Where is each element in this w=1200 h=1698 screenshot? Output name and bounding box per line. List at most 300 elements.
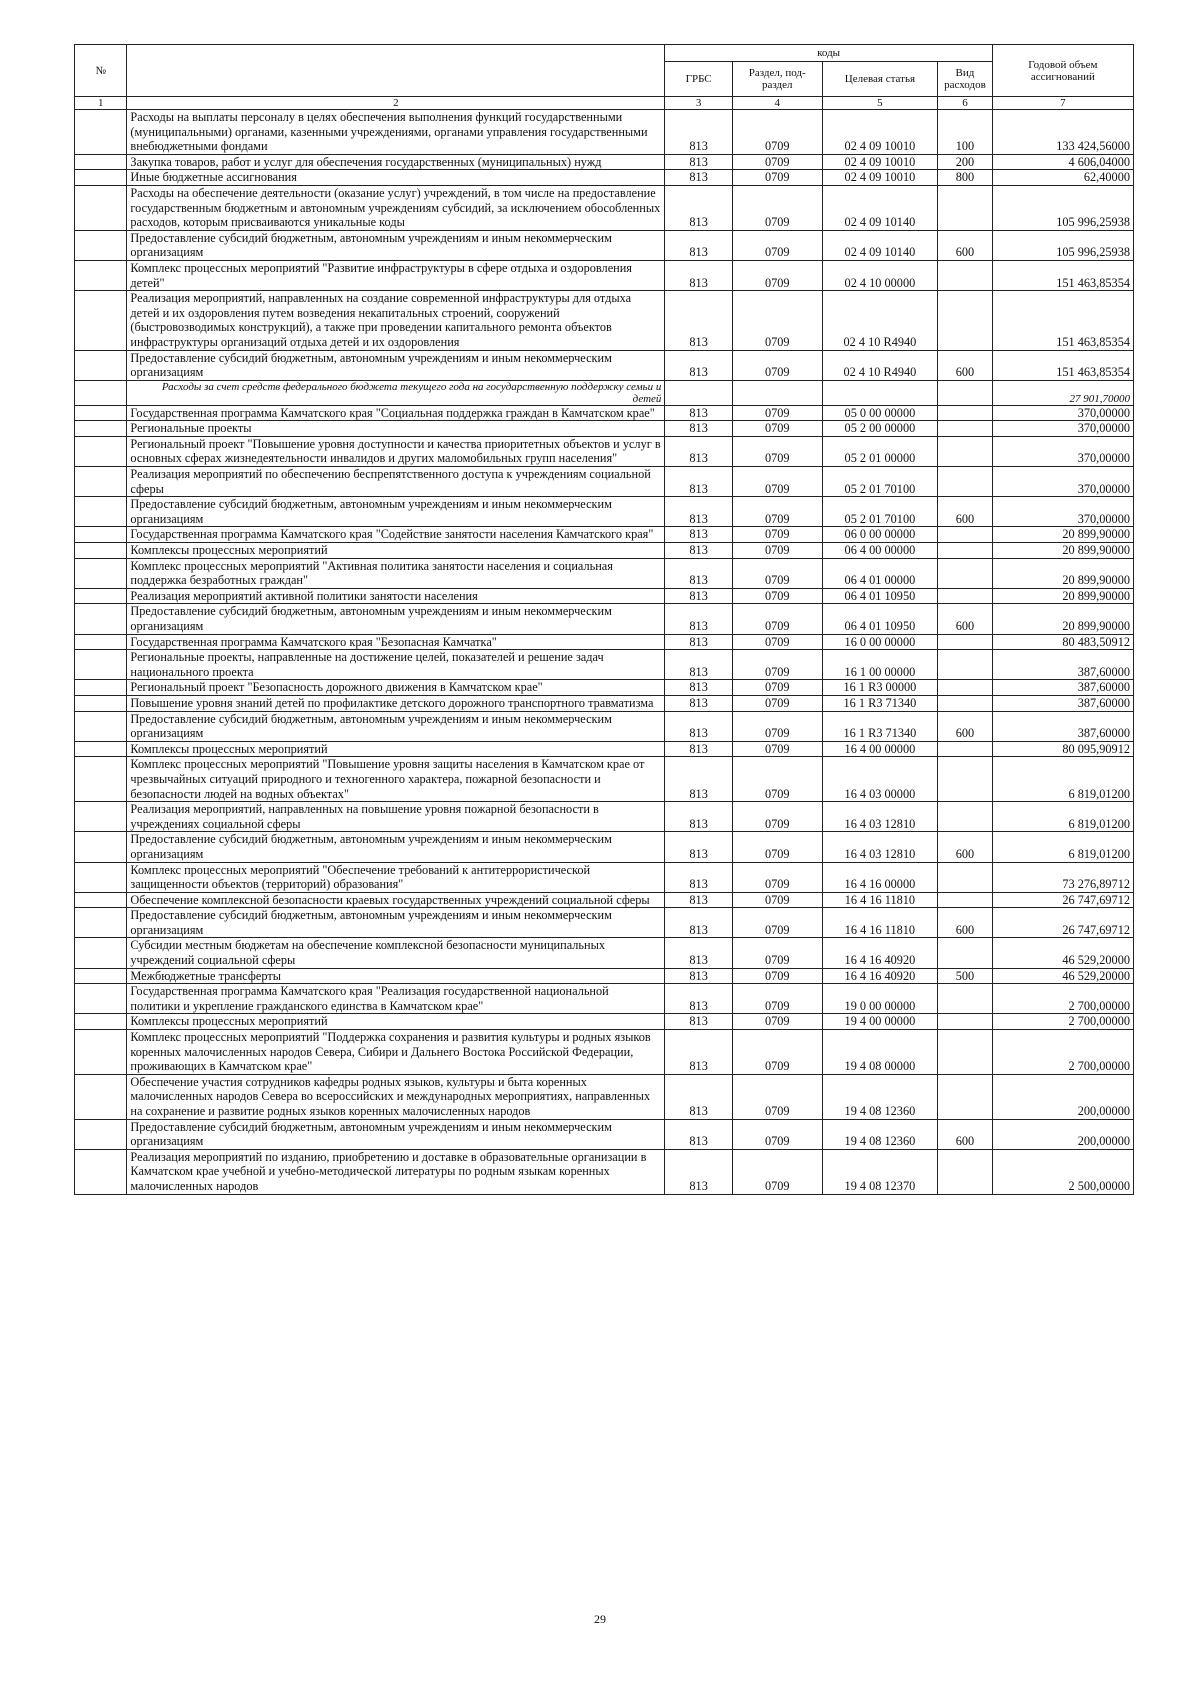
cell-sum: 46 529,20000	[992, 968, 1133, 984]
cell-vr: 600	[938, 230, 993, 260]
cell-sum: 387,60000	[992, 711, 1133, 741]
cell-no	[75, 832, 127, 862]
cell-sum: 387,60000	[992, 695, 1133, 711]
cell-sum: 80 095,90912	[992, 741, 1133, 757]
cell-grbs: 813	[665, 757, 732, 802]
cell-grbs: 813	[665, 185, 732, 230]
cell-sum: 370,00000	[992, 497, 1133, 527]
cell-name: Расходы на выплаты персоналу в целях обеспечения выполнения функций государственными (муниципальными) органами, казенными учреждениями, органами управления государственными внебюджетными фондами	[127, 110, 665, 155]
col-header-razdel: Раздел, под-раздел	[732, 62, 822, 97]
cell-grbs: 813	[665, 497, 732, 527]
cell-cs: 19 4 08 12360	[822, 1074, 938, 1119]
cell-rz: 0709	[732, 421, 822, 437]
cell-sum: 73 276,89712	[992, 862, 1133, 892]
cell-vr	[938, 634, 993, 650]
cell-name: Обеспечение участия сотрудников кафедры родных языков, культуры и быта коренных малочисленных народов Севера во всероссийских и международных мероприятиях, направленных на сохранение и развитие родных языков коренных малочисленных народов	[127, 1074, 665, 1119]
cell-grbs	[665, 380, 732, 405]
table-row	[75, 695, 1134, 711]
cell-grbs: 813	[665, 908, 732, 938]
cell-grbs: 813	[665, 436, 732, 466]
cell-cs: 05 2 01 70100	[822, 497, 938, 527]
table-row	[75, 260, 1134, 290]
cell-rz: 0709	[732, 350, 822, 380]
cell-grbs: 813	[665, 968, 732, 984]
cell-vr: 600	[938, 350, 993, 380]
cell-grbs: 813	[665, 350, 732, 380]
cell-rz: 0709	[732, 436, 822, 466]
cell-cs: 16 4 03 00000	[822, 757, 938, 802]
cell-cs: 06 4 01 10950	[822, 604, 938, 634]
cell-grbs: 813	[665, 527, 732, 543]
cell-rz: 0709	[732, 260, 822, 290]
cell-sum: 370,00000	[992, 436, 1133, 466]
cell-grbs: 813	[665, 1014, 732, 1030]
col-header-vr: Вид расходов	[938, 62, 993, 97]
cell-rz: 0709	[732, 405, 822, 421]
cell-sum: 2 700,00000	[992, 1014, 1133, 1030]
cell-name: Реализация мероприятий, направленных на создание современной инфраструктуры для отдыха детей и их оздоровления путем возведения некапитальных строений, сооружений (быстровозводимых конструкций), а также при проведении капитального ремонта объектов инфраструктуры организаций отдыха детей и их оздоровления	[127, 291, 665, 350]
cell-cs: 19 4 00 00000	[822, 1014, 938, 1030]
cell-no	[75, 1119, 127, 1149]
cell-cs: 16 4 16 11810	[822, 892, 938, 908]
cell-vr: 600	[938, 711, 993, 741]
cell-vr	[938, 380, 993, 405]
cell-name: Комплекс процессных мероприятий "Развитие инфраструктуры в сфере отдыха и оздоровления детей"	[127, 260, 665, 290]
cell-cs: 16 4 16 00000	[822, 862, 938, 892]
cell-sum: 20 899,90000	[992, 558, 1133, 588]
cell-grbs: 813	[665, 604, 732, 634]
cell-cs: 16 4 03 12810	[822, 832, 938, 862]
cell-name: Обеспечение комплексной безопасности краевых государственных учреждений социальной сферы	[127, 892, 665, 908]
table-row	[75, 984, 1134, 1014]
table-row	[75, 634, 1134, 650]
col-header-no: №	[75, 45, 127, 97]
cell-sum: 133 424,56000	[992, 110, 1133, 155]
cell-rz: 0709	[732, 543, 822, 559]
cell-rz: 0709	[732, 1074, 822, 1119]
cell-name: Предоставление субсидий бюджетным, автономным учреждениям и иным некоммерческим организациям	[127, 230, 665, 260]
cell-name: Комплекс процессных мероприятий "Повышение уровня защиты населения в Камчатском крае от чрезвычайных ситуаций природного и техногенного характера, пожарной безопасности и безопасности людей на водных объектах"	[127, 757, 665, 802]
cell-vr: 600	[938, 604, 993, 634]
cell-cs: 02 4 09 10140	[822, 185, 938, 230]
cell-no	[75, 110, 127, 155]
cell-sum: 2 500,00000	[992, 1149, 1133, 1194]
cell-grbs: 813	[665, 170, 732, 186]
cell-rz: 0709	[732, 467, 822, 497]
cell-vr: 600	[938, 908, 993, 938]
cell-sum: 151 463,85354	[992, 350, 1133, 380]
budget-sheet	[74, 44, 1134, 1195]
table-row	[75, 436, 1134, 466]
cell-cs: 16 1 R3 71340	[822, 695, 938, 711]
cell-name: Комплекс процессных мероприятий "Обеспечение требований к антитеррористической защищенности объектов (территорий) образования"	[127, 862, 665, 892]
cell-sum: 20 899,90000	[992, 543, 1133, 559]
cell-rz: 0709	[732, 968, 822, 984]
cell-vr	[938, 680, 993, 696]
cell-vr	[938, 260, 993, 290]
table-row	[75, 757, 1134, 802]
cell-no	[75, 154, 127, 170]
cell-name: Предоставление субсидий бюджетным, автономным учреждениям и иным некоммерческим организациям	[127, 497, 665, 527]
cell-grbs: 813	[665, 832, 732, 862]
cell-cs: 16 4 16 40920	[822, 938, 938, 968]
cell-grbs: 813	[665, 695, 732, 711]
cell-sum: 2 700,00000	[992, 984, 1133, 1014]
cell-cs: 19 4 08 12360	[822, 1119, 938, 1149]
cell-sum: 26 747,69712	[992, 892, 1133, 908]
cell-no	[75, 527, 127, 543]
table-row	[75, 291, 1134, 350]
cell-no	[75, 711, 127, 741]
cell-cs: 05 0 00 00000	[822, 405, 938, 421]
cell-no	[75, 185, 127, 230]
cell-sum: 80 483,50912	[992, 634, 1133, 650]
cell-grbs: 813	[665, 741, 732, 757]
table-row	[75, 170, 1134, 186]
cell-rz: 0709	[732, 862, 822, 892]
table-row	[75, 421, 1134, 437]
cell-grbs: 813	[665, 260, 732, 290]
col-header-cs: Целевая статья	[822, 62, 938, 97]
cell-no	[75, 421, 127, 437]
cell-grbs: 813	[665, 405, 732, 421]
cell-sum: 6 819,01200	[992, 757, 1133, 802]
cell-rz: 0709	[732, 984, 822, 1014]
cell-no	[75, 938, 127, 968]
cell-vr	[938, 984, 993, 1014]
cell-no	[75, 380, 127, 405]
table-row	[75, 802, 1134, 832]
cell-vr: 500	[938, 968, 993, 984]
cell-grbs: 813	[665, 291, 732, 350]
cell-name: Предоставление субсидий бюджетным, автономным учреждениям и иным некоммерческим организациям	[127, 832, 665, 862]
cell-vr	[938, 802, 993, 832]
cell-sum: 151 463,85354	[992, 291, 1133, 350]
cell-name: Государственная программа Камчатского края "Социальная поддержка граждан в Камчатском крае"	[127, 405, 665, 421]
table-row	[75, 467, 1134, 497]
col-index: 3	[665, 97, 732, 110]
cell-sum: 20 899,90000	[992, 527, 1133, 543]
cell-sum: 151 463,85354	[992, 260, 1133, 290]
cell-no	[75, 802, 127, 832]
cell-grbs: 813	[665, 110, 732, 155]
cell-cs: 02 4 09 10010	[822, 154, 938, 170]
cell-vr: 100	[938, 110, 993, 155]
cell-rz: 0709	[732, 892, 822, 908]
cell-no	[75, 558, 127, 588]
cell-rz: 0709	[732, 185, 822, 230]
cell-rz: 0709	[732, 588, 822, 604]
cell-grbs: 813	[665, 1119, 732, 1149]
table-row	[75, 588, 1134, 604]
cell-name: Предоставление субсидий бюджетным, автономным учреждениям и иным некоммерческим организациям	[127, 604, 665, 634]
cell-vr: 600	[938, 1119, 993, 1149]
table-row	[75, 527, 1134, 543]
col-header-name	[127, 45, 665, 97]
cell-cs: 06 0 00 00000	[822, 527, 938, 543]
cell-grbs: 813	[665, 892, 732, 908]
cell-sum: 2 700,00000	[992, 1030, 1133, 1075]
cell-no	[75, 634, 127, 650]
cell-no	[75, 650, 127, 680]
table-row	[75, 908, 1134, 938]
cell-rz: 0709	[732, 170, 822, 186]
cell-cs: 19 0 00 00000	[822, 984, 938, 1014]
cell-rz: 0709	[732, 497, 822, 527]
table-row	[75, 711, 1134, 741]
cell-grbs: 813	[665, 680, 732, 696]
cell-rz	[732, 380, 822, 405]
cell-grbs: 813	[665, 467, 732, 497]
cell-no	[75, 588, 127, 604]
table-row	[75, 1030, 1134, 1075]
cell-no	[75, 892, 127, 908]
cell-grbs: 813	[665, 802, 732, 832]
cell-vr	[938, 892, 993, 908]
cell-grbs: 813	[665, 1074, 732, 1119]
cell-name: Комплекс процессных мероприятий "Поддержка сохранения и развития культуры и родных языков коренных малочисленных народов Севера, Сибири и Дальнего Востока Российской Федерации, проживающих в Камчатском крае"	[127, 1030, 665, 1075]
cell-cs: 02 4 09 10010	[822, 110, 938, 155]
cell-sum: 370,00000	[992, 467, 1133, 497]
table-row	[75, 543, 1134, 559]
cell-cs: 02 4 10 00000	[822, 260, 938, 290]
cell-vr	[938, 862, 993, 892]
cell-sum: 27 901,70000	[992, 380, 1133, 405]
cell-name: Закупка товаров, работ и услуг для обеспечения государственных (муниципальных) нужд	[127, 154, 665, 170]
cell-cs: 16 0 00 00000	[822, 634, 938, 650]
cell-rz: 0709	[732, 938, 822, 968]
table-row	[75, 680, 1134, 696]
cell-cs: 16 1 R3 71340	[822, 711, 938, 741]
cell-vr	[938, 1149, 993, 1194]
cell-name: Предоставление субсидий бюджетным, автономным учреждениям и иным некоммерческим организациям	[127, 350, 665, 380]
cell-vr	[938, 291, 993, 350]
cell-cs: 05 2 01 00000	[822, 436, 938, 466]
cell-cs: 05 2 01 70100	[822, 467, 938, 497]
cell-name: Региональный проект "Безопасность дорожного движения в Камчатском крае"	[127, 680, 665, 696]
cell-no	[75, 1074, 127, 1119]
cell-sum: 4 606,04000	[992, 154, 1133, 170]
cell-sum: 200,00000	[992, 1074, 1133, 1119]
cell-rz: 0709	[732, 1030, 822, 1075]
cell-vr: 600	[938, 497, 993, 527]
cell-grbs: 813	[665, 421, 732, 437]
cell-no	[75, 170, 127, 186]
cell-cs: 06 4 00 00000	[822, 543, 938, 559]
cell-cs: 16 1 R3 00000	[822, 680, 938, 696]
cell-name: Субсидии местным бюджетам на обеспечение комплексной безопасности муниципальных учреждений социальной сферы	[127, 938, 665, 968]
cell-no	[75, 1030, 127, 1075]
cell-grbs: 813	[665, 862, 732, 892]
table-row	[75, 405, 1134, 421]
col-index: 2	[127, 97, 665, 110]
cell-vr: 600	[938, 832, 993, 862]
cell-no	[75, 497, 127, 527]
cell-cs: 16 4 00 00000	[822, 741, 938, 757]
cell-no	[75, 543, 127, 559]
col-index: 1	[75, 97, 127, 110]
cell-vr	[938, 436, 993, 466]
cell-grbs: 813	[665, 1149, 732, 1194]
cell-vr	[938, 741, 993, 757]
cell-name: Реализация мероприятий активной политики занятости населения	[127, 588, 665, 604]
cell-grbs: 813	[665, 543, 732, 559]
cell-no	[75, 230, 127, 260]
cell-name: Комплексы процессных мероприятий	[127, 741, 665, 757]
budget-table	[74, 44, 1134, 1195]
cell-grbs: 813	[665, 650, 732, 680]
cell-name: Комплексы процессных мероприятий	[127, 543, 665, 559]
cell-vr	[938, 185, 993, 230]
table-row	[75, 110, 1134, 155]
cell-rz: 0709	[732, 154, 822, 170]
cell-vr	[938, 650, 993, 680]
cell-cs: 05 2 00 00000	[822, 421, 938, 437]
cell-rz: 0709	[732, 558, 822, 588]
cell-no	[75, 680, 127, 696]
cell-no	[75, 1014, 127, 1030]
cell-name: Комплекс процессных мероприятий "Активная политика занятости населения и социальная поддержка безработных граждан"	[127, 558, 665, 588]
table-row	[75, 558, 1134, 588]
cell-cs: 06 4 01 00000	[822, 558, 938, 588]
cell-grbs: 813	[665, 558, 732, 588]
cell-name: Предоставление субсидий бюджетным, автономным учреждениям и иным некоммерческим организациям	[127, 711, 665, 741]
cell-vr	[938, 588, 993, 604]
cell-grbs: 813	[665, 984, 732, 1014]
cell-name: Расходы на обеспечение деятельности (оказание услуг) учреждений, в том числе на предоставление государственным бюджетным и автономным учреждениям субсидий, за исключением обособленных расходов, которым присваиваются уникальные коды	[127, 185, 665, 230]
cell-sum: 105 996,25938	[992, 185, 1133, 230]
cell-vr	[938, 527, 993, 543]
cell-sum: 387,60000	[992, 650, 1133, 680]
cell-rz: 0709	[732, 908, 822, 938]
cell-cs: 02 4 10 R4940	[822, 291, 938, 350]
cell-sum: 26 747,69712	[992, 908, 1133, 938]
cell-sum: 370,00000	[992, 421, 1133, 437]
col-index: 6	[938, 97, 993, 110]
cell-grbs: 813	[665, 154, 732, 170]
cell-grbs: 813	[665, 938, 732, 968]
cell-name: Региональный проект "Повышение уровня доступности и качества приоритетных объектов и услуг в основных сферах жизнедеятельности инвалидов и других маломобильных групп населения"	[127, 436, 665, 466]
cell-no	[75, 984, 127, 1014]
cell-rz: 0709	[732, 604, 822, 634]
cell-vr	[938, 405, 993, 421]
table-row	[75, 741, 1134, 757]
cell-grbs: 813	[665, 1030, 732, 1075]
cell-rz: 0709	[732, 711, 822, 741]
cell-rz: 0709	[732, 832, 822, 862]
cell-grbs: 813	[665, 711, 732, 741]
cell-rz: 0709	[732, 802, 822, 832]
cell-sum: 200,00000	[992, 1119, 1133, 1149]
cell-name: Комплексы процессных мероприятий	[127, 1014, 665, 1030]
table-row	[75, 1014, 1134, 1030]
table-row	[75, 1119, 1134, 1149]
table-row	[75, 1149, 1134, 1194]
cell-name: Предоставление субсидий бюджетным, автономным учреждениям и иным некоммерческим организациям	[127, 908, 665, 938]
cell-cs: 16 4 03 12810	[822, 802, 938, 832]
col-index: 5	[822, 97, 938, 110]
cell-name: Региональные проекты, направленные на достижение целей, показателей и решение задач национального проекта	[127, 650, 665, 680]
table-row	[75, 350, 1134, 380]
cell-name: Государственная программа Камчатского края "Безопасная Камчатка"	[127, 634, 665, 650]
cell-cs: 02 4 10 R4940	[822, 350, 938, 380]
cell-name: Иные бюджетные ассигнования	[127, 170, 665, 186]
table-row	[75, 1074, 1134, 1119]
cell-cs: 06 4 01 10950	[822, 588, 938, 604]
cell-vr	[938, 1014, 993, 1030]
cell-no	[75, 1149, 127, 1194]
cell-vr	[938, 1074, 993, 1119]
cell-vr	[938, 543, 993, 559]
cell-rz: 0709	[732, 1149, 822, 1194]
cell-rz: 0709	[732, 680, 822, 696]
table-row	[75, 892, 1134, 908]
cell-rz: 0709	[732, 291, 822, 350]
cell-rz: 0709	[732, 1014, 822, 1030]
cell-name: Региональные проекты	[127, 421, 665, 437]
cell-cs: 02 4 09 10140	[822, 230, 938, 260]
cell-grbs: 813	[665, 230, 732, 260]
cell-vr	[938, 421, 993, 437]
cell-name: Государственная программа Камчатского края "Содействие занятости населения Камчатского края"	[127, 527, 665, 543]
cell-no	[75, 741, 127, 757]
cell-rz: 0709	[732, 695, 822, 711]
col-index: 7	[992, 97, 1133, 110]
cell-no	[75, 291, 127, 350]
cell-sum: 20 899,90000	[992, 588, 1133, 604]
cell-no	[75, 260, 127, 290]
cell-no	[75, 405, 127, 421]
cell-cs	[822, 380, 938, 405]
table-row	[75, 380, 1134, 405]
cell-rz: 0709	[732, 1119, 822, 1149]
table-body	[75, 110, 1134, 1195]
cell-cs: 16 4 16 11810	[822, 908, 938, 938]
cell-rz: 0709	[732, 230, 822, 260]
table-row	[75, 185, 1134, 230]
cell-name: Повышение уровня знаний детей по профилактике детского дорожного транспортного травматизма	[127, 695, 665, 711]
cell-rz: 0709	[732, 110, 822, 155]
col-header-annual: Годовой объем ассигнований	[992, 45, 1133, 97]
table-row	[75, 497, 1134, 527]
col-header-codes: коды	[665, 45, 992, 62]
cell-name: Расходы за счет средств федерального бюджета текущего года на государственную поддержку семьи и детей	[127, 380, 665, 405]
cell-sum: 46 529,20000	[992, 938, 1133, 968]
cell-sum: 370,00000	[992, 405, 1133, 421]
cell-rz: 0709	[732, 757, 822, 802]
cell-vr	[938, 467, 993, 497]
cell-vr	[938, 1030, 993, 1075]
cell-no	[75, 757, 127, 802]
cell-vr	[938, 558, 993, 588]
cell-no	[75, 968, 127, 984]
cell-vr	[938, 757, 993, 802]
cell-rz: 0709	[732, 527, 822, 543]
table-row	[75, 832, 1134, 862]
cell-no	[75, 862, 127, 892]
table-row	[75, 154, 1134, 170]
cell-no	[75, 908, 127, 938]
cell-grbs: 813	[665, 634, 732, 650]
col-index: 4	[732, 97, 822, 110]
table-row	[75, 862, 1134, 892]
cell-sum: 6 819,01200	[992, 802, 1133, 832]
table-row	[75, 604, 1134, 634]
cell-no	[75, 467, 127, 497]
cell-name: Межбюджетные трансферты	[127, 968, 665, 984]
cell-vr: 800	[938, 170, 993, 186]
cell-sum: 62,40000	[992, 170, 1133, 186]
